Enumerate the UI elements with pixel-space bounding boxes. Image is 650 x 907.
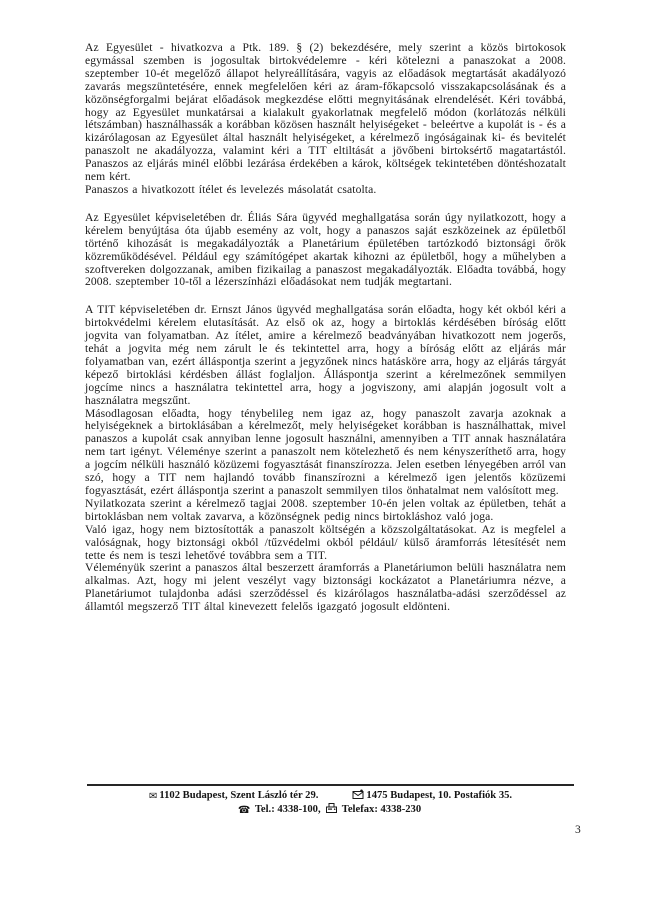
- footer-phone: Tel.: 4338-100,: [254, 804, 321, 815]
- paragraph-tit-opinion: Véleményük szerint a panaszos által beszerzett áramforrás a Planetáriumon belüli használatra nem alkalmas. Azt, hogy mi jelent veszélyt vagy biztonsági kockázatot a Planetáriumra nézve, a Planetáriumot tulajdonba adási szerződéssel és kizárólagos használatba-adási szerződéssel az államtól megszerző TIT által kinevezett felelős igazgató jogosult eldönteni.: [85, 561, 566, 614]
- footer-street-segment: [149, 789, 318, 802]
- footer-contact-line: [85, 802, 566, 816]
- paragraph-claim: Az Egyesület - hivatkozva a Ptk. 189. § (2) bekezdésére, mely szerint a közös birtokosok egymással szemben is jogosultak birtokvédelemre - kéri kötelezni a panaszokat a 2008. szeptember 10-ét megelőző állapot helyreállítására, vagyis az előadások megtartását akadályozó zavarás megszüntetésére, ennek megfelelően kéri az áram-főkapcsoló visszakapcsolásának és a közönségforgalmi bejárat előadások megkezdése előtti megnyitásának elrendelését. Kéri továbbá, hogy az Egyesület munkatársai a kialakult gyakorlatnak megfelelő módon (korlátozás nélküli létszámban) használhassák a korábban közösen használt helyiségeket - beleértve a kupolát is - és a kizárólagosan az Egyesület által használt helyiségeket, a kérelmező ingóságainak ki- és bevitelét panaszolt ne akadályozza, valamint kéri a TIT eltiltását a jövőbeni birtoksértő magatartástól. Panaszos az eljárás minél előbbi lezárása érdekében a károk, költségek tekintetében döntéshozatalt nem kért.: [85, 41, 566, 184]
- footer-pobox-segment: [352, 788, 512, 802]
- paragraph-tit-declaration: Nyilatkozata szerint a kérelmező tagjai 2008. szeptember 10-én jelen voltak az épületben, tehát a birtoklásban nem voltak zavarva, a közönségnek pedig nincs birtokláshoz való joga.: [85, 496, 566, 523]
- paragraph-tit-statement: A TIT képviseletében dr. Ernszt János ügyvéd meghallgatása során előadta, hogy két okból kéri a birtokvédelmi kérelem elutasítását. Az első ok az, hogy a birtoklás kérdésében bíróság előtt jogvita van folyamatban. Az ítélet, amire a kérelmező beadványában hivatkozott nem jogerős, tehát a jogvita még nem zárult le és tekintettel arra, hogy a bíróság előtt az eljárás már folyamatban van, ezért álláspontja szerint a jegyzőnek nincs hatásköre arra, hogy az eljárás tárgyát képező birtoklási kérdésben állást foglaljon. Álláspontja szerint a kérelmezőnek semmilyen jogcíme nincs a használatra tekintettel arra, hogy a jogviszony, ami alapján jogosult volt a használatra megszűnt.: [85, 303, 566, 407]
- page-number: 3: [575, 824, 581, 836]
- footer-pobox-address: 1475 Budapest, 10. Postafiók 35.: [366, 790, 513, 801]
- fax-icon: [326, 803, 337, 813]
- footer-address-line: [85, 788, 566, 802]
- footer-divider: [87, 784, 574, 786]
- footer-fax: Telefax: 4338-230: [341, 804, 422, 815]
- paragraph-tit-secondary: Másodlagosan előadta, hogy ténybelileg nem igaz az, hogy panaszolt zavarja azoknak a helyiségeknek a birtoklásában a kérelmezőt, mely helyiségeket korábban is használhattak, mivel panaszos a kupolát csak annyiban lenne jogosult használni, amennyiben a TIT annak használatára nem tart igényt. Véleménye szerint a panaszolt nem kötelezhető és nem kényszeríthető arra, hogy a jogcím nélküli használó közüzemi fogyasztását finanszírozza. Jelen esetben lényegében arról van szó, hogy a TIT nem hajlandó tovább finanszírozni a kérelmező igen jelentős közüzemi fogyasztását, ezért álláspontja szerint a panaszolt semmilyen tilos önhatalmat nem valósított meg.: [85, 406, 566, 497]
- page-footer: [85, 784, 566, 816]
- envelope-icon: ✉: [149, 790, 158, 802]
- document-body: [85, 42, 566, 614]
- phone-icon: ☎: [237, 804, 251, 816]
- postal-letter-icon: [352, 789, 364, 799]
- paragraph-egyesulet-statement: Az Egyesület képviseletében dr. Éliás Sára ügyvéd meghallgatása során úgy nyilatkozott, hogy a kérelem benyújtása óta újabb esemény az volt, hogy a panaszos saját eszközeinek az épületből történő kihozását is megakadályozták a Planetárium épületében tartózkodó biztonsági őrök közreműködésével. Például egy számítógépet akartak kihozni az épületből, hogy a műhelyben a szoftvereken dolgozzanak, amiben fizikailag a panaszost megakadályozták. Előadta továbbá, hogy 2008. szeptember 10-től a lézerszínházi előadásokat nem tudják megtartani.: [85, 210, 566, 289]
- paragraph-tit-admission: Való igaz, hogy nem biztosították a panaszolt költségén a közszolgáltatásokat. Az is megfelel a valóságnak, hogy biztonsági okból /tűzvédelmi okból például/ külső áramforrás létesítését nem tette és nem is teszi lehetővé továbbra sem a TIT.: [85, 522, 566, 562]
- paragraph-attachment: Panaszos a hivatkozott ítélet és levelezés másolatát csatolta.: [85, 182, 377, 196]
- footer-street-address: 1102 Budapest, Szent László tér 29.: [159, 790, 319, 801]
